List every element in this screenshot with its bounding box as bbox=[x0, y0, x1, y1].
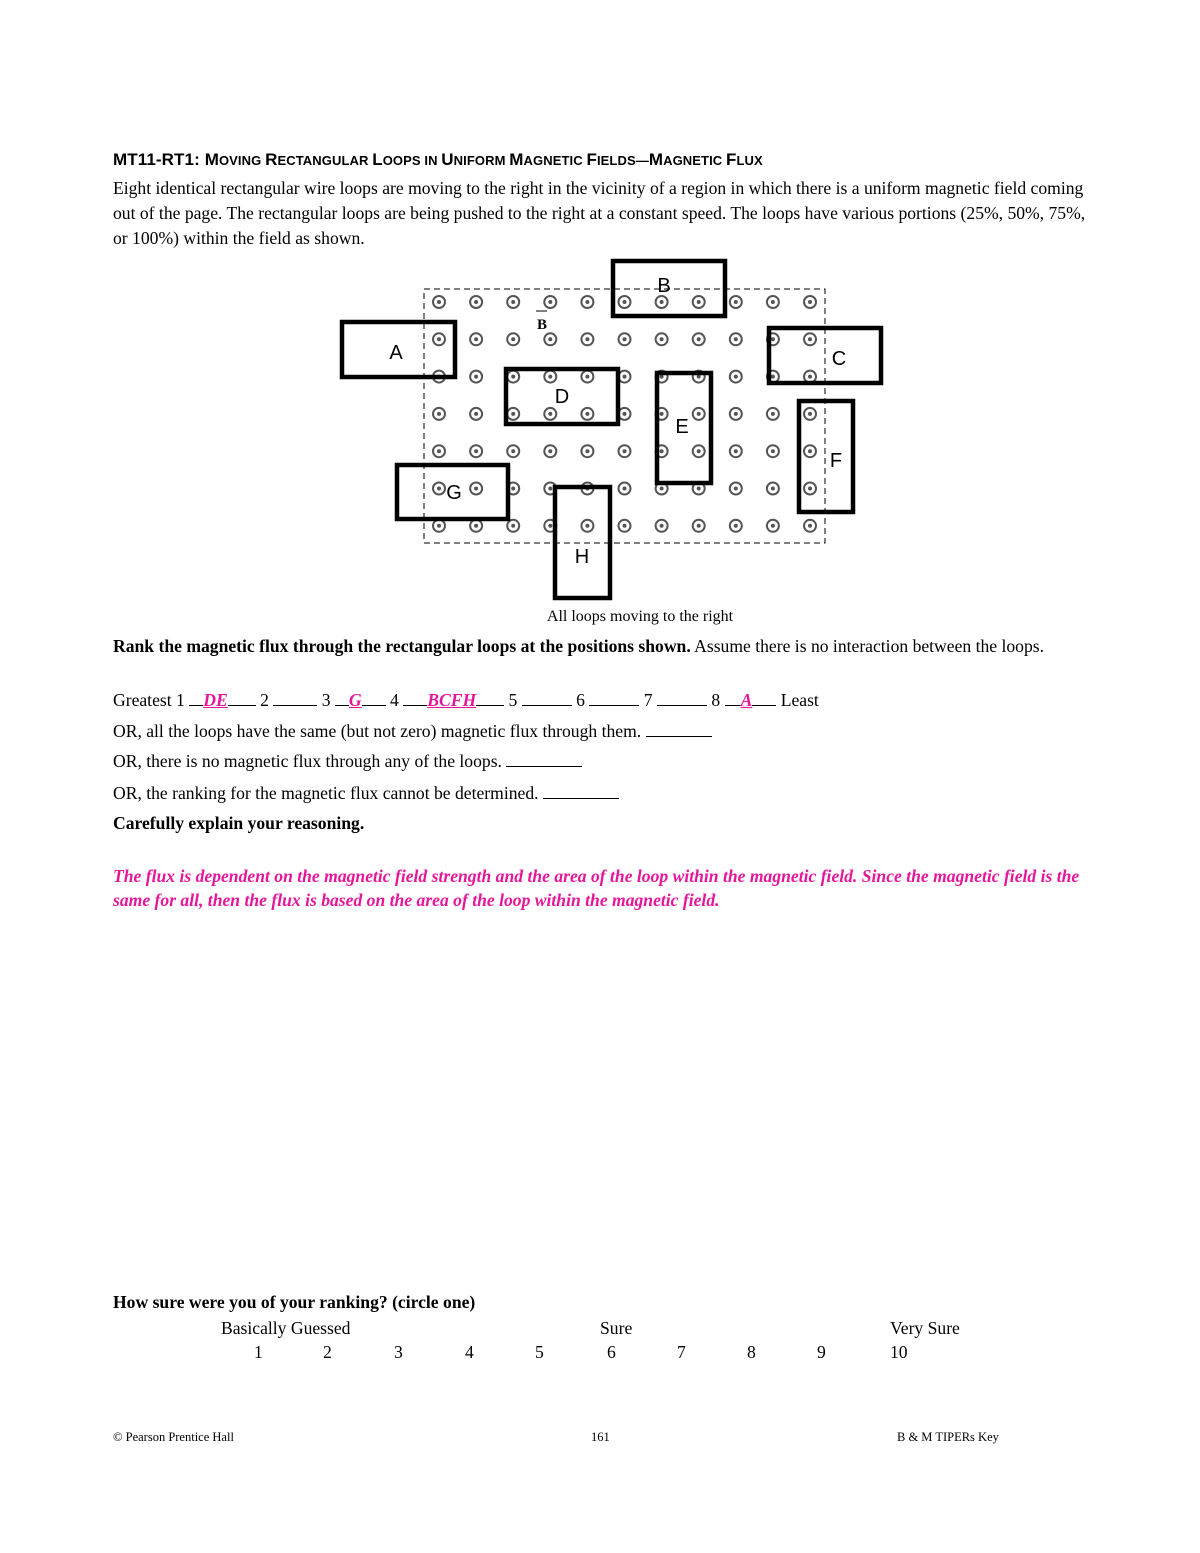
field-out-dot bbox=[511, 449, 515, 453]
title-text: MOVING RECTANGULAR LOOPS IN UNIFORM MAGNETIC FIELDS—MAGNETIC FLUX bbox=[204, 150, 763, 169]
field-out-dot bbox=[437, 412, 441, 416]
intro-paragraph: Eight identical rectangular wire loops are moving to the right in the vicinity of a region in which there is a uniform magnetic field coming out of the page. The rectangular loops are being pushed to the right at a constant speed. The loops have various portions (25%, 50%, 75%, or 100%) within the field as shown. bbox=[113, 178, 1086, 248]
field-out-dot bbox=[734, 300, 738, 304]
field-out-dot bbox=[660, 300, 664, 304]
field-out-dot bbox=[771, 449, 775, 453]
ranking-question bbox=[113, 634, 1103, 658]
scale-option-6[interactable]: 6 bbox=[607, 1342, 616, 1362]
loop-label-a: A bbox=[389, 342, 403, 364]
question-bold: Rank the magnetic flux through the rectangular loops at the positions shown. bbox=[113, 636, 691, 656]
option-same-text: OR, all the loops have the same (but not zero) magnetic flux through them. bbox=[113, 721, 642, 741]
scale-option-9[interactable]: 9 bbox=[817, 1342, 826, 1362]
rank-5-blank[interactable] bbox=[522, 689, 572, 706]
scale-low-label: Basically Guessed bbox=[221, 1318, 351, 1338]
field-out-dot bbox=[511, 524, 515, 528]
field-out-dot bbox=[808, 375, 812, 379]
field-out-dot bbox=[660, 412, 664, 416]
field-out-dot bbox=[511, 337, 515, 341]
field-out-dot bbox=[623, 524, 627, 528]
field-out-dot bbox=[697, 412, 701, 416]
loop-label-c: C bbox=[831, 348, 847, 370]
loop-label-e: E bbox=[675, 416, 689, 438]
loop-label-b: B bbox=[657, 275, 671, 297]
field-out-dot bbox=[585, 337, 589, 341]
rank-1-answer[interactable]: DE bbox=[203, 690, 228, 710]
field-region bbox=[424, 289, 825, 543]
field-out-dot bbox=[511, 412, 515, 416]
field-out-dot bbox=[585, 524, 589, 528]
field-out-dot bbox=[511, 300, 515, 304]
footer-key: B & M TIPERs Key bbox=[897, 1430, 999, 1444]
field-out-dot bbox=[808, 449, 812, 453]
rank-number: 5 bbox=[508, 690, 518, 710]
field-out-dot bbox=[808, 412, 812, 416]
field-out-dot bbox=[585, 375, 589, 379]
field-out-dot bbox=[585, 300, 589, 304]
field-out-dot bbox=[697, 524, 701, 528]
field-out-dot bbox=[437, 524, 441, 528]
rank-3-answer[interactable]: G bbox=[348, 690, 362, 710]
field-out-dot bbox=[623, 487, 627, 491]
option-undetermined-text: OR, the ranking for the magnetic flux cannot be determined. bbox=[113, 783, 539, 803]
rank-number: 3 bbox=[321, 690, 331, 710]
explain-heading: Carefully explain your reasoning. bbox=[113, 813, 365, 833]
field-out-dot bbox=[474, 449, 478, 453]
scale-option-1[interactable]: 1 bbox=[254, 1342, 263, 1362]
field-out-dot bbox=[437, 337, 441, 341]
option-undetermined-blank[interactable] bbox=[543, 782, 619, 799]
rank-number: 6 bbox=[576, 690, 585, 710]
field-out-dot bbox=[660, 337, 664, 341]
field-out-dot bbox=[437, 300, 441, 304]
field-out-dot bbox=[474, 487, 478, 491]
rank-4-answer[interactable]: BCFH bbox=[427, 690, 477, 710]
field-out-dot bbox=[734, 375, 738, 379]
loop-label-d: D bbox=[554, 386, 570, 408]
loop-c bbox=[769, 328, 881, 383]
rank-2-blank[interactable] bbox=[273, 689, 317, 706]
option-none bbox=[113, 750, 582, 772]
rank-6-blank[interactable] bbox=[589, 689, 639, 706]
confidence-question: How sure were you of your ranking? (circle one) bbox=[113, 1292, 476, 1312]
rank-number: 1 bbox=[176, 690, 185, 710]
magnetic-field-diagram bbox=[330, 255, 900, 605]
footer-copyright: © Pearson Prentice Hall bbox=[113, 1430, 234, 1444]
scale-high-label: Very Sure bbox=[890, 1318, 960, 1338]
field-out-dot bbox=[474, 337, 478, 341]
field-out-dot bbox=[548, 375, 552, 379]
field-out-dot bbox=[548, 449, 552, 453]
field-out-dot bbox=[808, 300, 812, 304]
field-out-dot bbox=[548, 487, 552, 491]
field-out-dot bbox=[697, 449, 701, 453]
option-same bbox=[113, 720, 712, 742]
field-dots bbox=[433, 296, 816, 532]
field-out-dot bbox=[548, 524, 552, 528]
scale-option-5[interactable]: 5 bbox=[535, 1342, 544, 1362]
rank-number: 4 bbox=[390, 690, 399, 710]
field-out-dot bbox=[548, 412, 552, 416]
scale-option-7[interactable]: 7 bbox=[677, 1342, 686, 1362]
field-out-dot bbox=[697, 300, 701, 304]
scale-option-3[interactable]: 3 bbox=[394, 1342, 403, 1362]
field-out-dot bbox=[474, 412, 478, 416]
field-out-dot bbox=[808, 487, 812, 491]
reasoning-answer[interactable]: The flux is dependent on the magnetic field strength and the area of the loop within the magnetic field. Since the magnetic field is the same for all, then the flux is based on the area of the loop within the magnetic field. bbox=[113, 866, 1080, 910]
field-out-dot bbox=[808, 337, 812, 341]
footer-page-number: 161 bbox=[591, 1430, 610, 1444]
rank-number: 8 bbox=[711, 690, 721, 710]
field-out-dot bbox=[697, 487, 701, 491]
field-out-dot bbox=[771, 487, 775, 491]
loop-label-h: H bbox=[574, 546, 590, 568]
option-undetermined bbox=[113, 782, 619, 804]
rank-number: 7 bbox=[643, 690, 653, 710]
field-out-dot bbox=[734, 487, 738, 491]
field-out-dot bbox=[474, 375, 478, 379]
least-label: Least bbox=[780, 690, 819, 710]
field-out-dot bbox=[734, 412, 738, 416]
diagram-caption: All loops moving to the right bbox=[546, 608, 734, 625]
option-same-blank[interactable] bbox=[646, 720, 712, 737]
rank-number: 2 bbox=[260, 690, 269, 710]
field-out-dot bbox=[771, 375, 775, 379]
rank-8-answer[interactable]: A bbox=[740, 690, 753, 710]
title-code: MT11-RT1: bbox=[113, 150, 200, 169]
loop-label-f: F bbox=[829, 450, 843, 472]
field-out-dot bbox=[808, 524, 812, 528]
option-none-blank[interactable] bbox=[506, 750, 582, 767]
scale-option-8[interactable]: 8 bbox=[747, 1342, 756, 1362]
field-out-dot bbox=[623, 449, 627, 453]
ranking-line bbox=[113, 689, 819, 711]
option-none-text: OR, there is no magnetic flux through any of the loops. bbox=[113, 751, 502, 771]
scale-option-10[interactable]: 10 bbox=[890, 1342, 908, 1362]
field-out-dot bbox=[697, 337, 701, 341]
loop-h bbox=[555, 487, 610, 598]
scale-option-4[interactable]: 4 bbox=[465, 1342, 474, 1362]
field-out-dot bbox=[437, 487, 441, 491]
field-out-dot bbox=[660, 449, 664, 453]
field-out-dot bbox=[548, 300, 552, 304]
greatest-label: Greatest bbox=[113, 690, 172, 710]
field-out-dot bbox=[623, 412, 627, 416]
field-out-dot bbox=[511, 375, 515, 379]
field-out-dot bbox=[623, 375, 627, 379]
field-out-dot bbox=[771, 337, 775, 341]
field-out-dot bbox=[474, 300, 478, 304]
loop-label-g: G bbox=[446, 482, 462, 504]
field-out-dot bbox=[548, 337, 552, 341]
field-out-dot bbox=[734, 449, 738, 453]
question-rest: Assume there is no interaction between the loops. bbox=[690, 636, 1044, 656]
field-out-dot bbox=[734, 524, 738, 528]
field-out-dot bbox=[585, 412, 589, 416]
field-out-dot bbox=[585, 449, 589, 453]
scale-option-2[interactable]: 2 bbox=[323, 1342, 332, 1362]
worksheet-title bbox=[113, 150, 1093, 170]
field-label: B bbox=[536, 317, 548, 333]
field-out-dot bbox=[623, 300, 627, 304]
field-out-dot bbox=[734, 337, 738, 341]
field-out-dot bbox=[771, 300, 775, 304]
field-out-dot bbox=[660, 524, 664, 528]
field-out-dot bbox=[437, 449, 441, 453]
field-out-dot bbox=[511, 487, 515, 491]
field-out-dot bbox=[474, 524, 478, 528]
field-out-dot bbox=[771, 412, 775, 416]
field-out-dot bbox=[771, 524, 775, 528]
field-out-dot bbox=[623, 337, 627, 341]
field-out-dot bbox=[660, 487, 664, 491]
scale-mid-label: Sure bbox=[600, 1318, 633, 1338]
rank-7-blank[interactable] bbox=[657, 689, 707, 706]
